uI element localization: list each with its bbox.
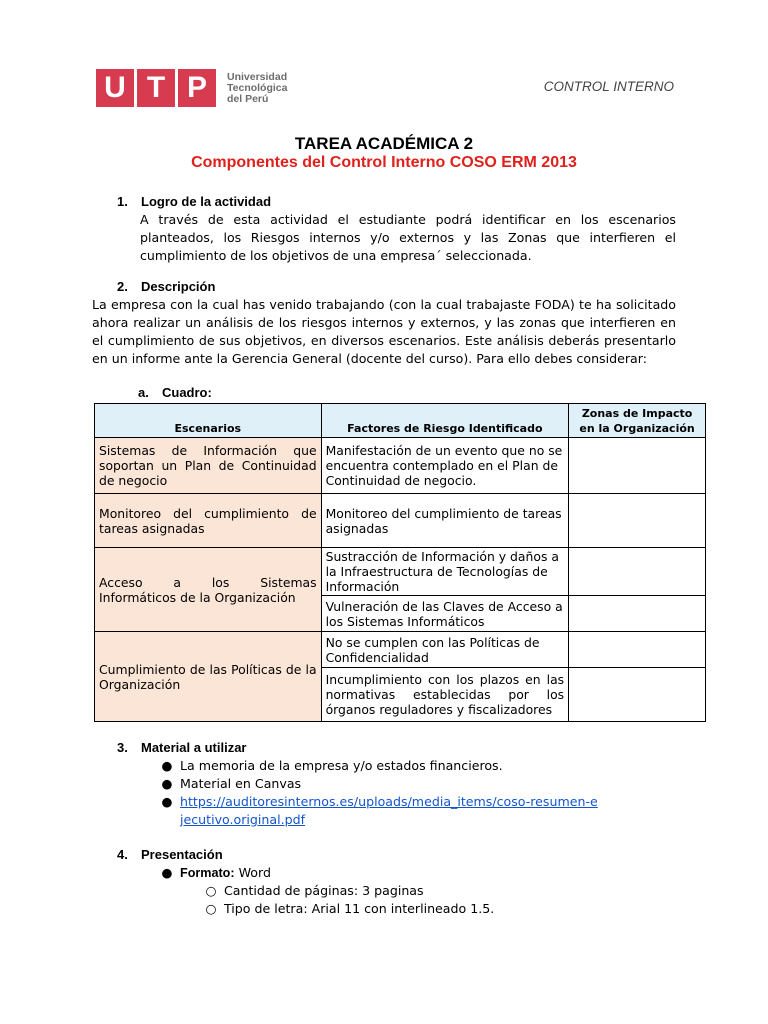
page-subtitle: Componentes del Control Interno COSO ERM 2013	[191, 154, 577, 171]
factor-cell: Incumplimiento con los plazos en las normativas establecidas por los órganos reguladores y fiscalizadores	[321, 668, 569, 722]
section-heading-descripcion: 2. Descripción	[117, 279, 216, 294]
list-item: ○ Tipo de letra: Arial 11 con interlineado 1.5.	[198, 900, 624, 918]
page-title: TAREA ACADÉMICA 2	[294, 134, 474, 153]
factor-cell: Monitoreo del cumplimiento de tareas asignadas	[321, 494, 569, 548]
factor-cell: No se cumplen con las Políticas de Confidencialidad	[321, 632, 569, 668]
bullet-icon: ●	[161, 776, 173, 791]
logo-letter-t: T	[137, 69, 175, 107]
section-heading-logro: 1. Logro de la actividad	[117, 194, 272, 209]
circle-bullet-icon: ○	[205, 883, 217, 898]
material-list	[154, 757, 624, 829]
list-item	[154, 793, 624, 829]
section-heading-material: 3. Material a utilizar	[117, 740, 247, 755]
bullet-icon: ●	[161, 758, 173, 773]
factor-cell: Manifestación de un evento que no se encuentra contemplado en el Plan de Continuidad de negocio.	[321, 438, 569, 494]
scenario-cell: Sistemas de Información que soportan un Plan de Continuidad de negocio	[95, 438, 322, 494]
zone-cell	[569, 632, 706, 668]
list-item: ○ Cantidad de páginas: 3 paginas	[198, 882, 624, 900]
bullet-icon: ●	[161, 794, 173, 809]
circle-bullet-icon: ○	[205, 901, 217, 916]
logro-text: A través de esta actividad el estudiante podrá identificar en los escenarios planteados, los Riesgos internos y/o externos y las Zonas que interfieren el cumplimiento de los objetivos de una empresa´ seleccionada.	[140, 212, 676, 263]
scenario-cell: Monitoreo del cumplimiento de tareas asignadas	[95, 494, 322, 548]
risk-table	[94, 403, 706, 722]
table-row	[95, 438, 706, 494]
section-heading-presentacion: 4. Presentación	[117, 847, 223, 862]
course-name: CONTROL INTERNO	[543, 79, 674, 94]
list-item: ● Material en Canvas	[154, 775, 624, 793]
logo-letter-u: U	[96, 69, 134, 107]
factor-cell: Sustracción de Información y daños a la Infraestructura de Tecnologías de Información	[321, 548, 569, 596]
factor-cell: Vulneración de las Claves de Acceso a los Sistemas Informáticos	[321, 596, 569, 632]
list-item	[154, 864, 624, 882]
presentacion-list	[154, 864, 624, 918]
university-name: Universidad Tecnológica del Perú	[227, 70, 288, 105]
header-zonas: Zonas de Impacto en la Organización	[569, 404, 706, 438]
zone-cell	[569, 668, 706, 722]
bullet-icon: ●	[161, 865, 173, 880]
table-row	[95, 494, 706, 548]
utp-logo	[96, 69, 287, 107]
zone-cell	[569, 596, 706, 632]
table-row	[95, 632, 706, 668]
scenario-cell: Acceso a los Sistemas Informáticos de la Organización	[95, 548, 322, 632]
list-item: ● La memoria de la empresa y/o estados financieros.	[154, 757, 624, 775]
zone-cell	[569, 494, 706, 548]
zone-cell	[569, 548, 706, 596]
header-factores: Factores de Riesgo Identificado	[321, 404, 569, 438]
coso-summary-link[interactable]: https://auditoresinternos.es/uploads/media_items/coso-resumen-ejecutivo.original.pdf	[180, 794, 598, 827]
formato-label: Formato:	[180, 866, 235, 880]
header-escenarios: Escenarios	[95, 404, 322, 438]
scenario-cell: Cumplimiento de las Políticas de la Organización	[95, 632, 322, 722]
formato-value: Word	[234, 865, 271, 880]
logo-letter-p: P	[178, 69, 216, 107]
subsection-heading-cuadro: a. Cuadro:	[138, 385, 212, 400]
zone-cell	[569, 438, 706, 494]
table-row	[95, 548, 706, 596]
table-header-row	[95, 404, 706, 438]
descripcion-text: La empresa con la cual has venido trabajando (con la cual trabajaste FODA) te ha solicitado ahora realizar un análisis de los riesgos internos y externos, y las zonas que interfieren en el cumplimiento de sus objetivos, en diversos escenarios. Este análisis deberás presentarlo en un informe ante la Gerencia General (docente del curso). Para ello debes considerar:	[92, 297, 676, 366]
